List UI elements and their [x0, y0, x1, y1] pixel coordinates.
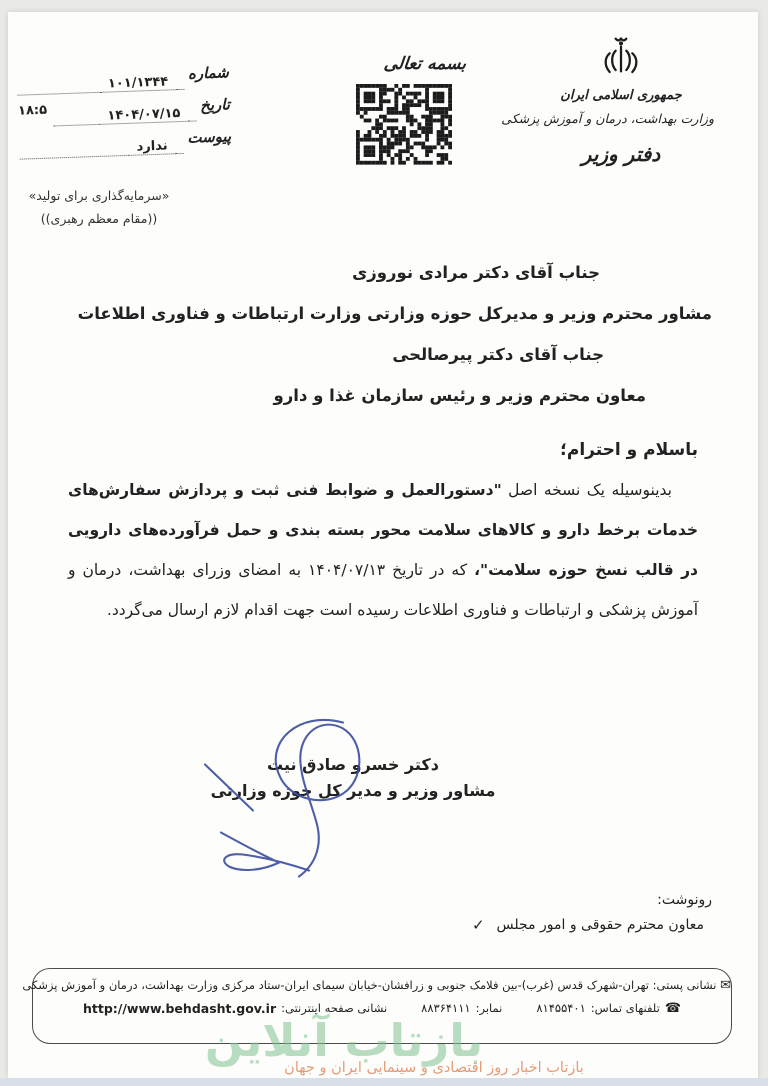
letter-body-paragraph [68, 470, 698, 630]
recipient-line: مشاور محترم وزیر و مدیرکل حوزه وزارتی وزارت ارتباطات و فناوری اطلاعات [77, 304, 712, 323]
salutation: باسلام و احترام؛ [560, 440, 698, 460]
letter-meta [16, 56, 231, 159]
scanned-letter-page [8, 12, 758, 1078]
dotted-leader [17, 71, 100, 96]
dotted-leader [19, 134, 129, 160]
recipients-block [78, 252, 712, 416]
org-office: دفتر وزیر [581, 142, 661, 166]
slogan-line1: «سرمایه‌گذاری برای تولید» [28, 188, 170, 203]
cc-block [472, 888, 712, 934]
recipient-line: جناب آقای دکتر مرادی نوروزی [352, 263, 600, 282]
bismillah-calligraphy: بسمه تعالی [382, 54, 468, 74]
footer-address-line [22, 978, 731, 993]
org-country: جمهوری اسلامی ایران [560, 88, 682, 103]
cc-item [472, 916, 712, 934]
fax-value: ۸۸۳۶۴۱۱۱ [421, 1001, 471, 1015]
mail-icon: ✉ [720, 978, 731, 993]
footer-web-group [83, 1001, 387, 1016]
attachment-value: ندارد [128, 130, 176, 156]
iran-emblem-icon [601, 34, 641, 86]
org-ministry: وزارت بهداشت، درمان و آموزش پزشکی [501, 111, 714, 126]
cc-label: رونوشت: [657, 892, 712, 908]
check-icon: ✓ [471, 916, 485, 934]
attachment-label: پیوست [187, 127, 232, 147]
signer-title: مشاور وزیر و مدیر کل حوزه وزارتی [210, 781, 496, 800]
phone-value: ۸۱۴۵۵۴۰۱ [536, 1001, 586, 1015]
scan-edge-strip [0, 1078, 768, 1086]
number-label: شماره [187, 63, 230, 83]
fax-label: نمابر: [475, 1001, 503, 1015]
recipient-line: جناب آقای دکتر پیرصالحی [392, 345, 604, 364]
footer-contact-line [33, 1001, 731, 1016]
slogan-line2: ((مقام معظم رهبری)) [40, 211, 158, 226]
date-label: تاریخ [199, 95, 231, 115]
body-part1: بدینوسیله یک نسخه اصل [501, 481, 672, 499]
signer-name: دکتر خسرو صادق نیت [267, 755, 439, 774]
number-value: ۱۰۱/۱۳۴۴ [99, 66, 176, 93]
web-label: نشانی صفحه اینترنتی: [281, 1001, 388, 1015]
footer-address: نشانی پستی: تهران-شهرک قدس (غرب)-بین فلامک جنوبی و زرافشان-خیابان سیمای ایران-ستاد مرکزی وزارت بهداشت، درمان و آموزش پزشکی [22, 978, 717, 992]
footer-fax-group [421, 1001, 502, 1016]
watermark-subtitle: بازتاب اخبار روز اقتصادی و سینمایی ایران و جهان [284, 1060, 584, 1076]
header-center [330, 54, 482, 169]
body-part3: که در تاریخ ۱۴۰۴/۰۷/۱۳ به امضای وزرای بهداشت، درمان و آموزش پزشکی و ارتباطات و فناوری اطلاعات رسیده است جهت اقدام لازم ارسال می‌گردد. [68, 561, 698, 619]
time-stamp: ۱۸:۵ [17, 102, 48, 119]
phone-icon: ☎ [664, 1001, 682, 1016]
year-slogan [24, 184, 174, 230]
qr-code [356, 84, 452, 165]
footer-phone-group [536, 1001, 681, 1016]
dotted-leader [175, 132, 184, 154]
dotted-leader [188, 99, 197, 121]
watermark-main: بازتاب آنلاین [204, 1014, 484, 1067]
body-quoted-title: "دستورالعمل و ضوابط فنی ثبت و پردازش سفارش‌های خدمات برخط دارو و کالاهای سلامت محور بسته بندی و حمل فرآورده‌های دارویی در قالب نسخ حوزه سلامت"، [68, 481, 698, 579]
cc-item-text: معاون محترم حقوقی و امور مجلس [496, 917, 704, 933]
website-url: http://www.behdasht.gov.ir [82, 1001, 277, 1016]
signature-block [158, 752, 548, 804]
dotted-leader [53, 103, 100, 127]
recipient-line: معاون محترم وزیر و رئیس سازمان غذا و دارو [273, 386, 646, 405]
header-org [501, 34, 714, 166]
dotted-leader [176, 68, 185, 90]
phone-label: تلفنهای تماس: [590, 1001, 660, 1015]
date-value: ۱۴۰۴/۰۷/۱۵ [99, 98, 189, 125]
footer-contact-box [22, 968, 732, 1044]
